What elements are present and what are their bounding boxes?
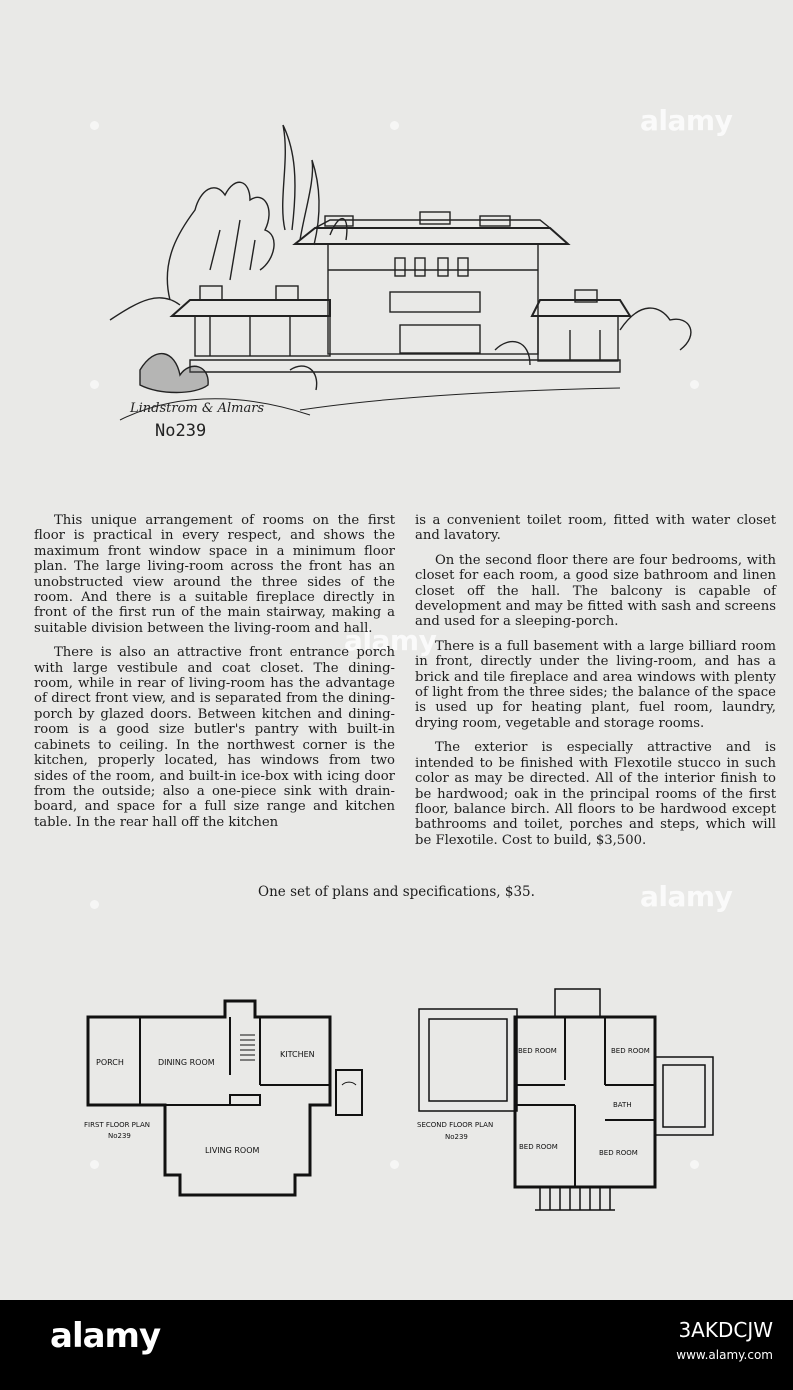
- plan-number: No239: [445, 1133, 468, 1141]
- signature: Lindstrom & Almars: [130, 401, 265, 416]
- room-label: BED ROOM: [611, 1047, 650, 1055]
- watermark-dot: [90, 900, 99, 909]
- paragraph: There is a full basement with a large billiard room in front, directly under the living-room, and has a brick and tile fireplace and area windows with plenty of light from the three sides; the balance of the space is used up for heating plant, fuel room, laundry, drying room, vegetable and storage rooms.: [415, 638, 776, 731]
- paragraph: This unique arrangement of rooms on the first floor is practical in every respect, and shows the maximum front window space in a minimum floor plan. The large living-room across the front has an unobstructed view around the three sides of the room. And there is a suitable fireplace directly in front of the first run of the main stairway, making a suitable division between the living-room and hall.: [34, 513, 395, 636]
- watermark: alamy: [640, 880, 733, 913]
- paragraph: On the second floor there are four bedrooms, with closet for each room, a good size bathroom and linen closet off the hall. The balcony is capable of development and may be fitted with sash and screens and used for a sleeping-porch.: [415, 552, 776, 630]
- plan-title: FIRST FLOOR PLAN: [84, 1121, 150, 1129]
- house-sketch-icon: [100, 120, 720, 450]
- first-floor-plan: [80, 995, 370, 1205]
- room-label: LIVING ROOM: [205, 1146, 260, 1155]
- watermark: alamy: [640, 104, 733, 137]
- second-floor-plan: [415, 985, 720, 1215]
- room-label: BATH: [613, 1101, 632, 1109]
- paragraph: is a convenient toilet room, fitted with water closet and lavatory.: [415, 513, 776, 544]
- alamy-logo: alamy: [50, 1316, 161, 1356]
- room-label: BED ROOM: [599, 1149, 638, 1157]
- watermark-dot: [90, 380, 99, 389]
- plan-title: SECOND FLOOR PLAN: [417, 1121, 494, 1129]
- right-column: [415, 513, 776, 848]
- room-label: DINING ROOM: [158, 1058, 215, 1067]
- footer-url: www.alamy.com: [676, 1348, 773, 1362]
- room-label: BED ROOM: [518, 1047, 557, 1055]
- room-label: BED ROOM: [519, 1143, 558, 1151]
- paragraph: There is also an attractive front entrance porch with large vestibule and coat closet. The dining-room, while in rear of living-room has the advantage of direct front view, and is separated from the dining-porch by glazed doors. Between kitchen and dining-room is a good size butler's pantry with built-in cabinets to ceiling. In the northwest corner is the kitchen, properly located, has windows from two sides of the room, and built-in ice-box with icing door from the outside; also a one-piece sink with drain-board, and space for a full size range and kitchen table. In the rear hall off the kitchen: [34, 645, 395, 830]
- plan-number: No239: [155, 421, 207, 441]
- room-label: PORCH: [96, 1058, 124, 1067]
- stock-footer: [0, 1300, 793, 1390]
- watermark-dot: [390, 1160, 399, 1169]
- watermark-dot: [90, 121, 99, 130]
- plan-number: No239: [108, 1132, 131, 1140]
- watermark: alamy: [344, 624, 437, 657]
- price-line: One set of plans and specifications, $35.: [258, 884, 535, 900]
- image-id: 3AKDCJW: [678, 1318, 773, 1342]
- paragraph: The exterior is especially attractive and is intended to be finished with Flexotile stucco in such color as may be directed. All of the interior finish to be hardwood; oak in the principal rooms of the first floor, balance birch. All floors to be hardwood except bathrooms and toilet, porches and steps, which will be Flexotile. Cost to build, $3,500.: [415, 740, 776, 848]
- room-label: KITCHEN: [280, 1050, 315, 1059]
- left-column: [34, 513, 395, 830]
